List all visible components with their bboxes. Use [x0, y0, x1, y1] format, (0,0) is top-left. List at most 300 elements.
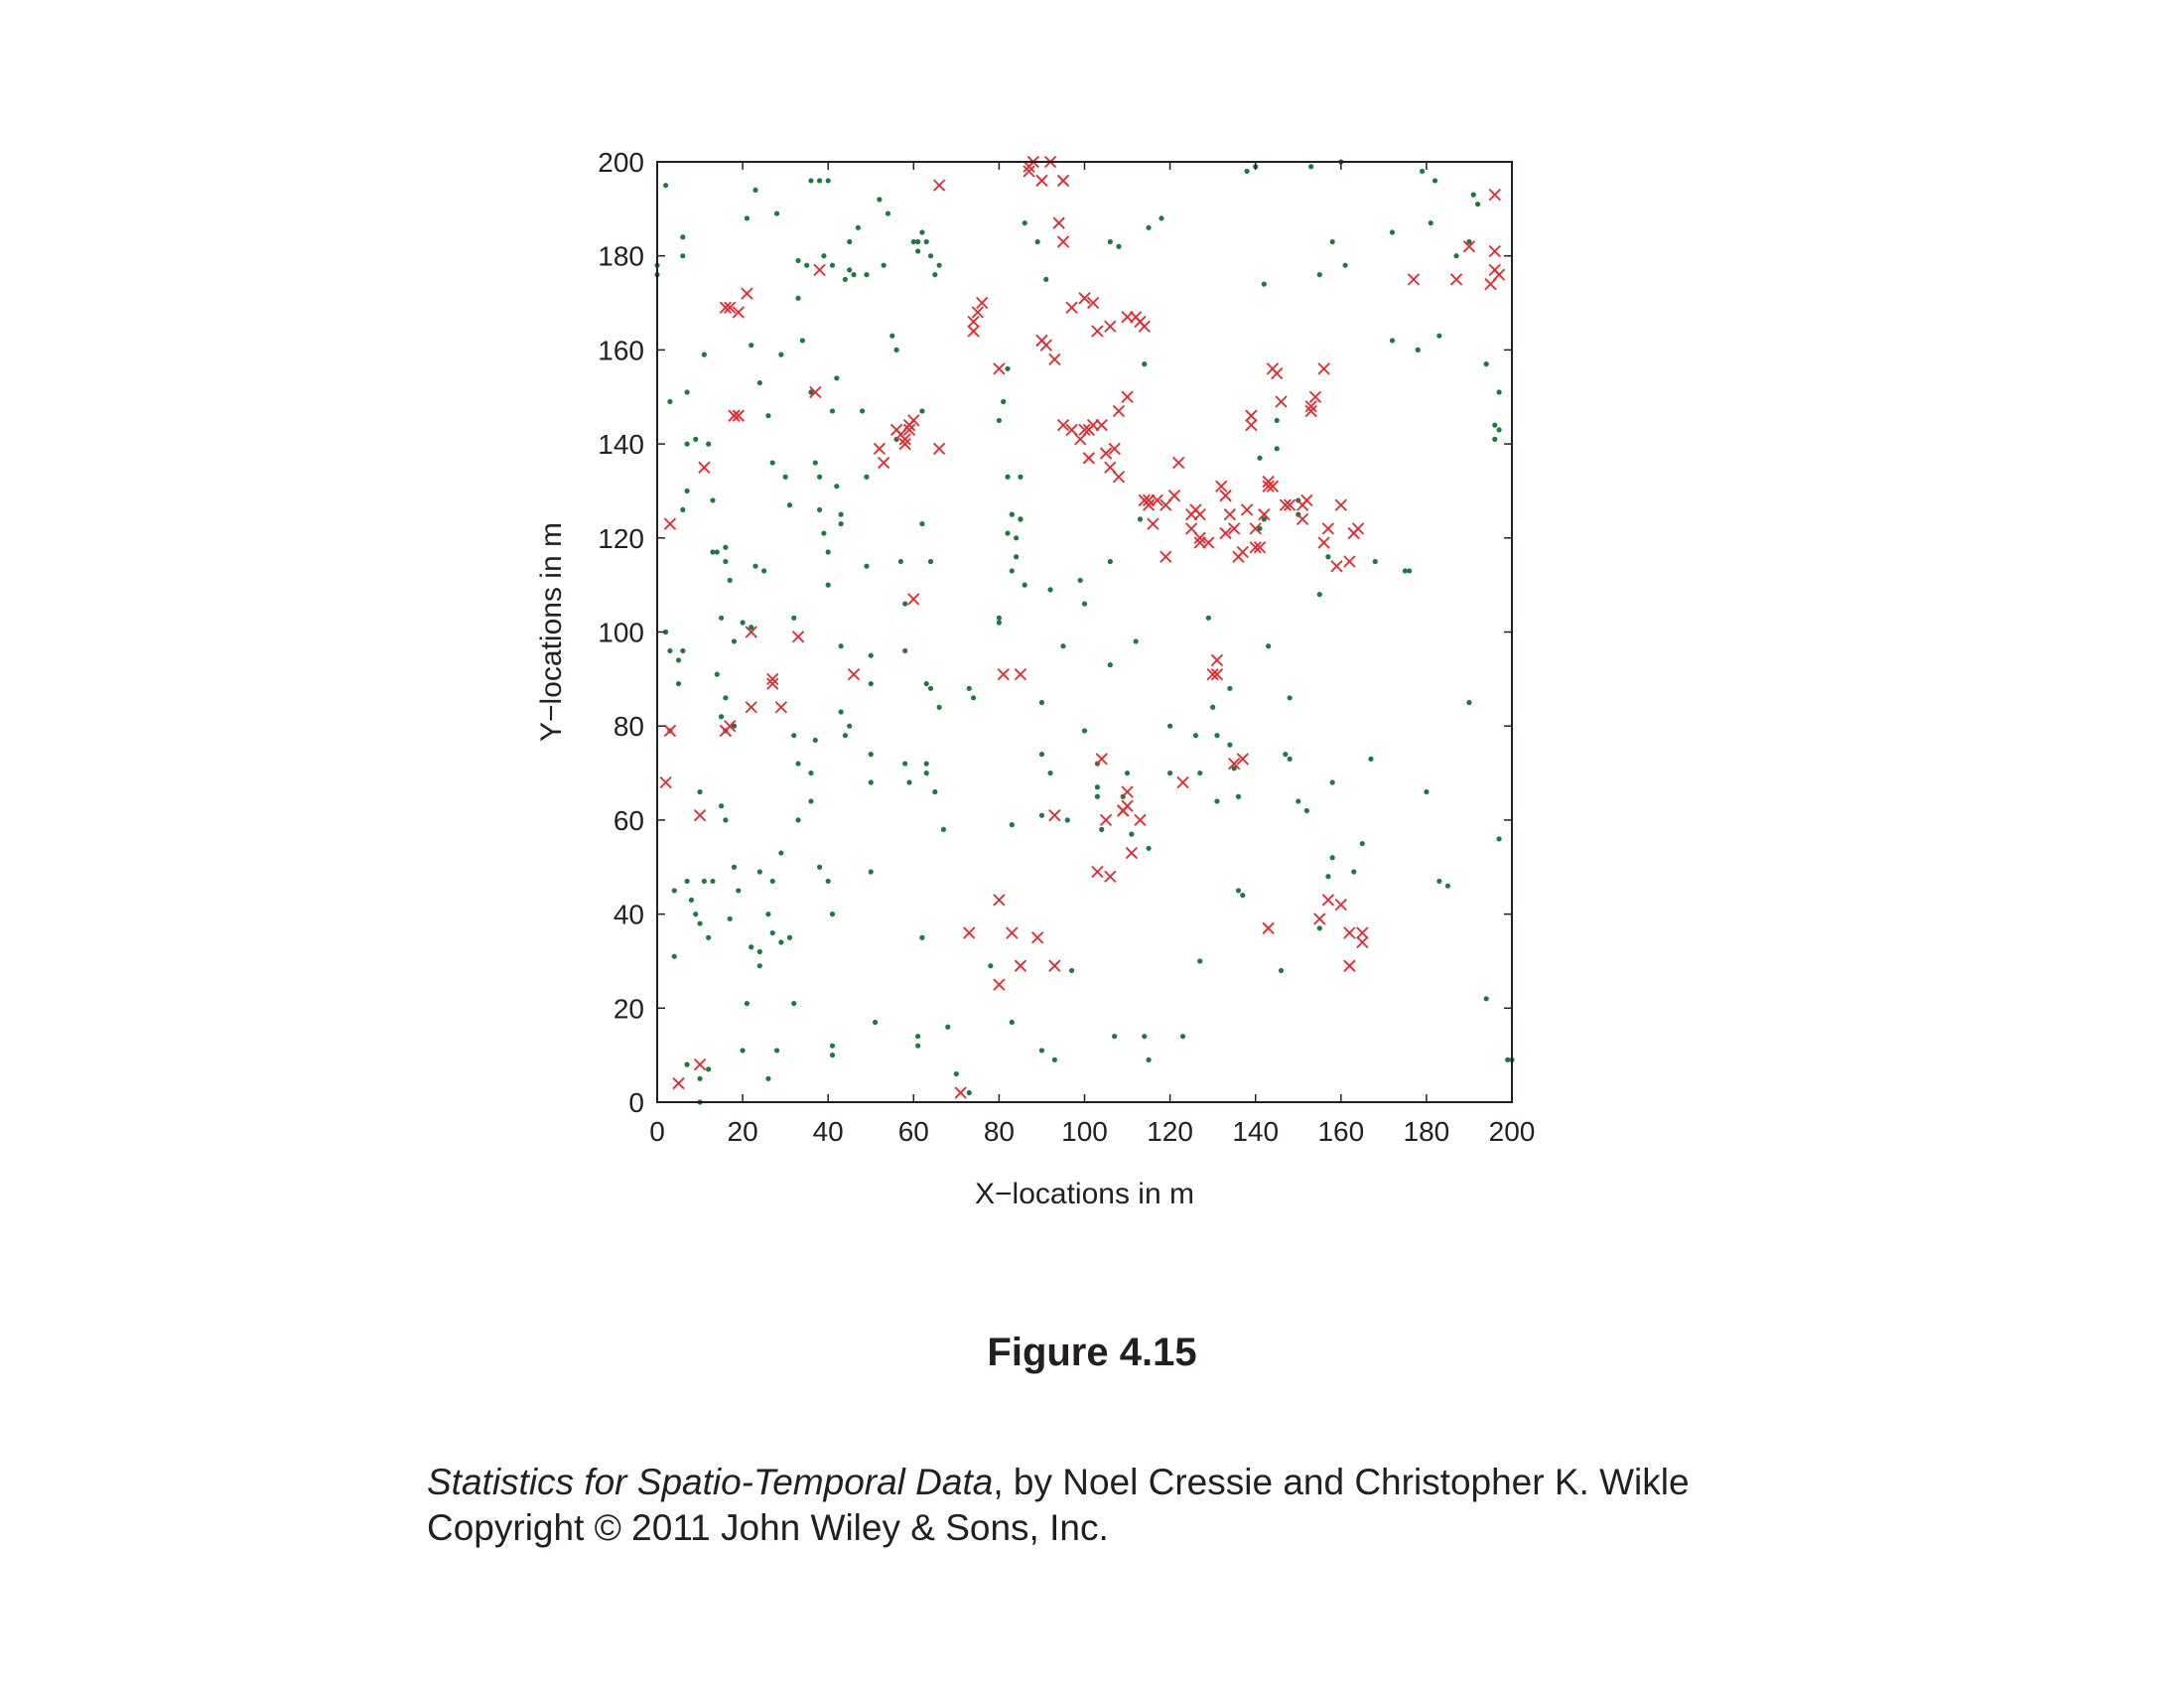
- data-point-dot: [817, 865, 822, 870]
- data-point-dot: [800, 338, 805, 343]
- data-point-dot: [826, 178, 831, 183]
- data-point-dot: [834, 484, 839, 489]
- data-point-dot: [813, 738, 818, 743]
- data-point-cross: [695, 1059, 706, 1070]
- data-point-dot: [817, 475, 822, 480]
- data-point-dot: [791, 1001, 796, 1006]
- data-point-cross: [998, 669, 1009, 680]
- data-point-dot: [749, 944, 753, 949]
- data-point-dot: [847, 239, 852, 244]
- data-point-cross: [1224, 509, 1235, 520]
- data-point-dot: [672, 954, 677, 959]
- data-point-dot: [765, 912, 770, 916]
- data-point-dot: [757, 869, 762, 874]
- y-tick-label: 140: [598, 429, 644, 461]
- data-point-dot: [919, 229, 924, 234]
- data-point-dot: [697, 1076, 702, 1081]
- data-point-dot: [697, 920, 702, 925]
- data-point-dot: [1023, 220, 1027, 225]
- data-point-dot: [1014, 554, 1019, 559]
- data-point-dot: [752, 564, 757, 569]
- data-point-cross: [1113, 472, 1124, 483]
- x-tick-label: 160: [1317, 1116, 1365, 1147]
- data-point-cross: [664, 518, 675, 529]
- data-point-cross: [1246, 420, 1257, 431]
- y-tick-label: 20: [613, 993, 644, 1025]
- data-point-dot: [741, 1048, 746, 1053]
- data-point-dot: [710, 549, 715, 554]
- x-tick-label: 120: [1147, 1116, 1193, 1147]
- y-axis-label: Y−locations in m: [535, 522, 568, 742]
- data-point-dot: [1429, 220, 1433, 225]
- x-tick-label: 100: [1061, 1116, 1108, 1147]
- data-point-cross: [1489, 245, 1500, 256]
- data-point-dot: [830, 408, 835, 413]
- data-point-dot: [1236, 888, 1241, 893]
- y-tick-label: 160: [598, 335, 644, 366]
- data-point-dot: [1317, 925, 1322, 930]
- data-point-dot: [1095, 794, 1100, 799]
- data-point-dot: [728, 916, 733, 921]
- data-point-dot: [1360, 841, 1365, 846]
- data-point-dot: [787, 502, 792, 507]
- data-point-dot: [1496, 389, 1501, 394]
- data-point-cross: [1322, 523, 1333, 534]
- data-point-dot: [1283, 752, 1288, 757]
- y-tick-label: 0: [628, 1087, 644, 1118]
- data-point-dot: [889, 334, 894, 339]
- data-point-dot: [1193, 733, 1198, 738]
- x-tick-label: 200: [1488, 1116, 1536, 1147]
- data-point-cross: [1276, 396, 1287, 407]
- data-point-dot: [1138, 516, 1143, 521]
- data-point-dot: [826, 583, 831, 588]
- data-point-dot: [1407, 568, 1412, 573]
- data-point-dot: [1279, 968, 1284, 973]
- data-point-dot: [1275, 418, 1280, 423]
- data-point-dot: [697, 789, 702, 794]
- data-point-cross: [1113, 405, 1124, 416]
- data-point-cross: [664, 725, 675, 736]
- data-point-dot: [1129, 832, 1134, 837]
- data-point-dot: [1373, 559, 1378, 564]
- data-point-cross: [1344, 556, 1355, 567]
- data-point-cross: [1122, 800, 1133, 811]
- data-point-dot: [1244, 169, 1249, 174]
- data-point-cross: [1092, 326, 1103, 337]
- data-point-dot: [869, 752, 874, 757]
- data-point-cross: [775, 702, 786, 713]
- data-point-cross: [934, 443, 945, 454]
- data-point-dot: [1330, 239, 1335, 244]
- data-point-dot: [997, 418, 1002, 423]
- data-point-dot: [732, 865, 737, 870]
- data-point-dot: [795, 258, 800, 263]
- figure-caption: [427, 1460, 1690, 1551]
- x-tick-label: 20: [727, 1116, 758, 1147]
- data-point-dot: [1197, 958, 1202, 963]
- data-point-cross: [1040, 340, 1051, 351]
- data-point-dot: [778, 939, 783, 944]
- data-point-dot: [1317, 272, 1322, 277]
- data-point-dot: [1010, 568, 1015, 573]
- data-point-dot: [685, 489, 690, 493]
- data-point-dot: [685, 879, 690, 884]
- data-point-cross: [994, 895, 1005, 906]
- data-point-dot: [945, 1025, 950, 1030]
- data-point-dot: [765, 1076, 770, 1081]
- data-point-cross: [994, 979, 1005, 990]
- data-point-cross: [1451, 274, 1462, 285]
- data-point-cross: [1122, 786, 1133, 797]
- data-point-dot: [919, 935, 924, 940]
- data-point-dot: [1466, 700, 1471, 705]
- data-point-cross: [1331, 561, 1342, 572]
- data-point-dot: [1005, 475, 1010, 480]
- data-point-cross: [1242, 504, 1253, 515]
- data-point-dot: [915, 248, 920, 253]
- data-point-dot: [1266, 643, 1271, 648]
- data-point-cross: [1297, 513, 1308, 524]
- data-point-dot: [723, 559, 728, 564]
- data-point-dot: [915, 1034, 920, 1039]
- data-point-dot: [732, 638, 737, 643]
- axis-ticks: [598, 147, 1535, 1147]
- data-point-dot: [774, 211, 779, 215]
- data-point-cross: [955, 1087, 966, 1098]
- data-point-dot: [770, 930, 775, 935]
- data-point-dot: [873, 1020, 878, 1025]
- data-point-dot: [937, 705, 942, 710]
- data-point-dot: [1047, 771, 1052, 775]
- data-point-dot: [834, 375, 839, 380]
- data-point-cross: [994, 363, 1005, 374]
- points-layer: [654, 157, 1514, 1105]
- data-point-cross: [1177, 777, 1188, 788]
- data-point-dot: [808, 178, 813, 183]
- data-point-dot: [928, 686, 933, 691]
- data-point-cross: [1301, 494, 1312, 505]
- data-point-dot: [745, 215, 750, 220]
- data-point-dot: [1108, 662, 1113, 667]
- data-point-cross: [1263, 922, 1274, 933]
- data-point-dot: [1475, 202, 1480, 207]
- data-point-dot: [1047, 587, 1052, 592]
- data-point-dot: [924, 761, 929, 766]
- data-point-dot: [932, 789, 937, 794]
- data-point-dot: [839, 521, 844, 526]
- data-point-cross: [1049, 810, 1060, 821]
- data-point-dot: [719, 616, 724, 621]
- data-point-dot: [680, 648, 685, 653]
- data-point-dot: [663, 183, 668, 188]
- data-point-dot: [1325, 874, 1330, 879]
- data-point-dot: [1288, 695, 1293, 700]
- data-point-dot: [928, 253, 933, 258]
- data-point-cross: [1237, 547, 1248, 558]
- data-point-dot: [826, 549, 831, 554]
- data-point-dot: [723, 695, 728, 700]
- data-point-dot: [869, 681, 874, 686]
- data-point-dot: [685, 1062, 690, 1067]
- data-point-cross: [849, 669, 860, 680]
- data-point-cross: [1057, 236, 1068, 247]
- data-point-dot: [719, 714, 724, 719]
- x-tick-label: 60: [897, 1116, 929, 1147]
- data-point-dot: [1108, 239, 1113, 244]
- data-point-dot: [1142, 1034, 1147, 1039]
- data-point-dot: [1420, 169, 1425, 174]
- data-point-dot: [1069, 968, 1074, 973]
- data-point-dot: [1214, 733, 1219, 738]
- data-point-dot: [783, 475, 788, 480]
- data-point-dot: [1368, 757, 1373, 762]
- data-point-dot: [778, 850, 783, 855]
- data-point-dot: [689, 898, 694, 903]
- data-point-dot: [680, 234, 685, 239]
- data-point-dot: [851, 272, 856, 277]
- data-point-dot: [1146, 225, 1151, 230]
- data-point-dot: [971, 695, 976, 700]
- data-point-dot: [1445, 884, 1450, 889]
- data-point-cross: [968, 326, 979, 337]
- y-tick-label: 40: [613, 899, 644, 930]
- data-point-dot: [804, 263, 809, 268]
- data-point-cross: [1101, 814, 1112, 825]
- data-point-cross: [1314, 914, 1325, 924]
- data-point-dot: [741, 620, 746, 625]
- data-point-cross: [1126, 848, 1137, 859]
- data-point-dot: [1005, 366, 1010, 371]
- data-point-dot: [1146, 1057, 1151, 1062]
- data-point-cross: [1015, 960, 1025, 971]
- data-point-dot: [752, 188, 757, 193]
- data-point-cross: [874, 443, 885, 454]
- data-point-dot: [1146, 846, 1151, 851]
- data-point-cross: [673, 1078, 684, 1089]
- data-point-dot: [1010, 822, 1015, 827]
- data-point-cross: [1335, 499, 1346, 510]
- x-tick-label: 80: [983, 1116, 1015, 1147]
- data-point-dot: [1134, 638, 1139, 643]
- data-point-dot: [1078, 578, 1083, 583]
- data-point-cross: [1066, 302, 1077, 313]
- data-point-dot: [1453, 253, 1458, 258]
- data-point-dot: [843, 277, 848, 282]
- data-point-dot: [778, 352, 783, 357]
- data-point-cross: [1036, 175, 1047, 186]
- data-point-dot: [1296, 798, 1300, 803]
- x-tick-label: 0: [649, 1116, 665, 1147]
- data-point-dot: [839, 512, 844, 517]
- data-point-cross: [1318, 537, 1329, 548]
- data-point-dot: [1065, 817, 1070, 822]
- data-point-dot: [667, 648, 672, 653]
- data-point-dot: [706, 442, 711, 447]
- data-point-cross: [972, 307, 983, 318]
- data-point-dot: [915, 239, 920, 244]
- data-point-cross: [660, 777, 671, 788]
- data-point-dot: [1492, 423, 1497, 428]
- data-point-dot: [893, 348, 898, 352]
- data-point-dot: [928, 559, 933, 564]
- data-point-dot: [1005, 530, 1010, 535]
- y-tick-label: 120: [598, 522, 644, 554]
- data-point-dot: [1492, 437, 1497, 442]
- data-point-dot: [919, 408, 924, 413]
- data-point-dot: [988, 963, 993, 968]
- data-point-dot: [728, 578, 733, 583]
- data-point-dot: [821, 253, 826, 258]
- data-point-dot: [1197, 771, 1202, 775]
- data-point-cross: [1148, 518, 1159, 529]
- data-point-dot: [693, 437, 698, 442]
- data-point-cross: [1211, 654, 1222, 665]
- data-point-cross: [814, 264, 825, 275]
- data-point-cross: [1353, 523, 1364, 534]
- data-point-dot: [1082, 728, 1087, 733]
- data-point-dot: [1052, 1057, 1057, 1062]
- data-point-cross: [1194, 509, 1205, 520]
- data-point-dot: [898, 559, 903, 564]
- x-tick-label: 180: [1403, 1116, 1450, 1147]
- data-point-dot: [1436, 334, 1441, 339]
- data-point-dot: [1010, 512, 1015, 517]
- data-point-dot: [1159, 215, 1163, 220]
- data-point-cross: [879, 458, 889, 469]
- data-point-dot: [877, 197, 882, 202]
- data-point-dot: [1099, 827, 1104, 832]
- data-point-cross: [1049, 960, 1060, 971]
- data-point-dot: [902, 761, 907, 766]
- data-point-dot: [906, 779, 911, 784]
- data-point-cross: [968, 316, 979, 327]
- data-point-dot: [1262, 282, 1267, 287]
- data-point-cross: [1057, 175, 1068, 186]
- data-point-dot: [676, 657, 681, 662]
- figure-title: Figure 4.15: [987, 1331, 1197, 1374]
- data-point-dot: [869, 869, 874, 874]
- data-point-dot: [864, 564, 869, 569]
- data-point-dot: [902, 601, 907, 606]
- data-point-dot: [791, 616, 796, 621]
- data-point-dot: [808, 771, 813, 775]
- data-point-dot: [808, 798, 813, 803]
- data-point-cross: [746, 702, 756, 713]
- data-point-dot: [757, 963, 762, 968]
- data-point-dot: [1484, 361, 1489, 366]
- data-point-dot: [795, 817, 800, 822]
- data-point-dot: [967, 1090, 972, 1095]
- data-point-cross: [934, 180, 945, 191]
- y-tick-label: 100: [598, 617, 644, 648]
- data-point-dot: [919, 521, 924, 526]
- data-point-dot: [1236, 794, 1241, 799]
- data-point-dot: [706, 935, 711, 940]
- data-point-dot: [745, 1001, 750, 1006]
- data-point-dot: [757, 949, 762, 954]
- y-tick-label: 180: [598, 240, 644, 272]
- data-point-dot: [702, 879, 707, 884]
- data-point-dot: [1014, 535, 1019, 540]
- data-point-cross: [964, 927, 975, 938]
- data-point-cross: [1357, 927, 1368, 938]
- data-point-dot: [1308, 164, 1313, 169]
- data-point-dot: [1035, 239, 1040, 244]
- data-point-dot: [839, 709, 844, 714]
- data-point-dot: [672, 888, 677, 893]
- data-point-dot: [765, 413, 770, 418]
- data-point-dot: [749, 343, 753, 348]
- data-point-cross: [1135, 814, 1146, 825]
- data-point-dot: [826, 879, 831, 884]
- x-tick-label: 140: [1232, 1116, 1280, 1147]
- data-point-dot: [1496, 836, 1501, 841]
- data-point-dot: [1108, 559, 1113, 564]
- data-point-cross: [1105, 871, 1116, 882]
- data-point-dot: [1325, 554, 1330, 559]
- data-point-dot: [1210, 705, 1215, 710]
- data-point-dot: [1436, 879, 1441, 884]
- data-point-dot: [1180, 1034, 1185, 1039]
- data-point-dot: [954, 1071, 959, 1076]
- data-point-dot: [847, 724, 852, 729]
- data-point-dot: [869, 779, 874, 784]
- data-point-dot: [791, 733, 796, 738]
- data-point-cross: [1122, 391, 1133, 402]
- data-point-dot: [1424, 789, 1429, 794]
- data-point-dot: [817, 507, 822, 512]
- data-point-dot: [693, 912, 698, 916]
- data-point-cross: [908, 415, 919, 426]
- data-point-dot: [924, 771, 929, 775]
- data-point-dot: [915, 1044, 920, 1049]
- data-point-dot: [1330, 855, 1335, 860]
- data-point-cross: [1049, 353, 1060, 364]
- data-point-cross: [1083, 453, 1094, 464]
- data-point-dot: [1018, 516, 1023, 521]
- data-point-dot: [843, 733, 848, 738]
- data-point-dot: [1257, 456, 1262, 461]
- x-axis-label: X−locations in m: [975, 1178, 1194, 1210]
- data-point-dot: [1227, 686, 1232, 691]
- data-point-dot: [886, 211, 890, 215]
- data-point-dot: [680, 507, 685, 512]
- data-point-dot: [1039, 752, 1044, 757]
- data-point-dot: [680, 253, 685, 258]
- y-tick-label: 80: [613, 711, 644, 743]
- y-tick-label: 200: [598, 147, 644, 178]
- data-point-dot: [864, 272, 869, 277]
- data-point-dot: [941, 827, 946, 832]
- data-point-dot: [1214, 798, 1219, 803]
- data-point-dot: [770, 879, 775, 884]
- data-point-dot: [924, 239, 929, 244]
- data-point-dot: [723, 545, 728, 550]
- data-point-cross: [1246, 410, 1257, 421]
- data-point-cross: [908, 594, 919, 605]
- data-point-dot: [1317, 592, 1322, 597]
- data-point-cross: [1168, 491, 1179, 501]
- data-point-dot: [839, 643, 844, 648]
- data-point-dot: [1390, 338, 1395, 343]
- data-point-dot: [787, 935, 792, 940]
- data-point-dot: [932, 272, 937, 277]
- data-point-dot: [967, 686, 972, 691]
- data-point-cross: [1318, 363, 1329, 374]
- data-point-dot: [830, 912, 835, 916]
- data-point-cross: [1015, 669, 1025, 680]
